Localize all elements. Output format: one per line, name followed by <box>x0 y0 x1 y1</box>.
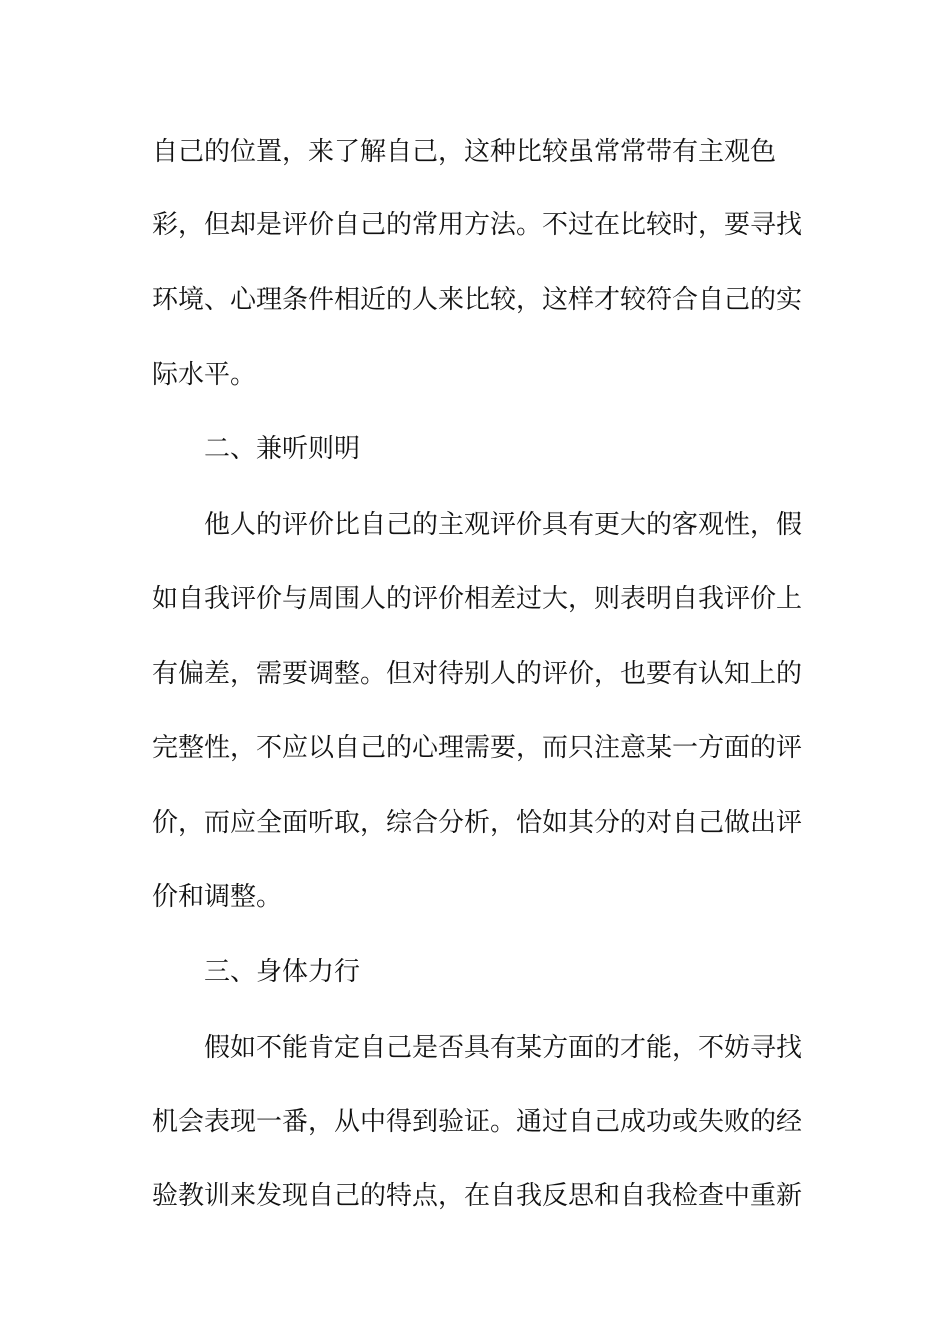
paragraph-line: 际水平。 <box>152 360 257 390</box>
paragraph-line: 环境、心理条件相近的人来比较，这样才较符合自己的实 <box>152 285 802 315</box>
section-heading: 三、身体力行 <box>204 957 361 987</box>
paragraph-line: 如自我评价与周围人的评价相差过大，则表明自我评价上 <box>152 584 802 614</box>
paragraph-line: 有偏差，需要调整。但对待别人的评价，也要有认知上的 <box>152 659 802 689</box>
paragraph-line: 完整性，不应以自己的心理需要，而只注意某一方面的评 <box>152 733 802 763</box>
section-heading: 二、兼听则明 <box>204 434 361 464</box>
paragraph-line: 价和调整。 <box>152 882 283 912</box>
paragraph-line: 假如不能肯定自己是否具有某方面的才能，不妨寻找 <box>204 1033 802 1063</box>
paragraph-line: 彩，但却是评价自己的常用方法。不过在比较时，要寻找 <box>152 210 802 240</box>
paragraph-line: 验教训来发现自己的特点，在自我反思和自我检查中重新 <box>152 1181 802 1211</box>
paragraph-line: 他人的评价比自己的主观评价具有更大的客观性，假 <box>204 510 802 540</box>
paragraph-line: 自己的位置，来了解自己，这种比较虽常常带有主观色 <box>152 137 777 167</box>
paragraph-line: 价，而应全面听取，综合分析，恰如其分的对自己做出评 <box>152 808 802 838</box>
paragraph-line: 机会表现一番，从中得到验证。通过自己成功或失败的经 <box>152 1107 802 1137</box>
